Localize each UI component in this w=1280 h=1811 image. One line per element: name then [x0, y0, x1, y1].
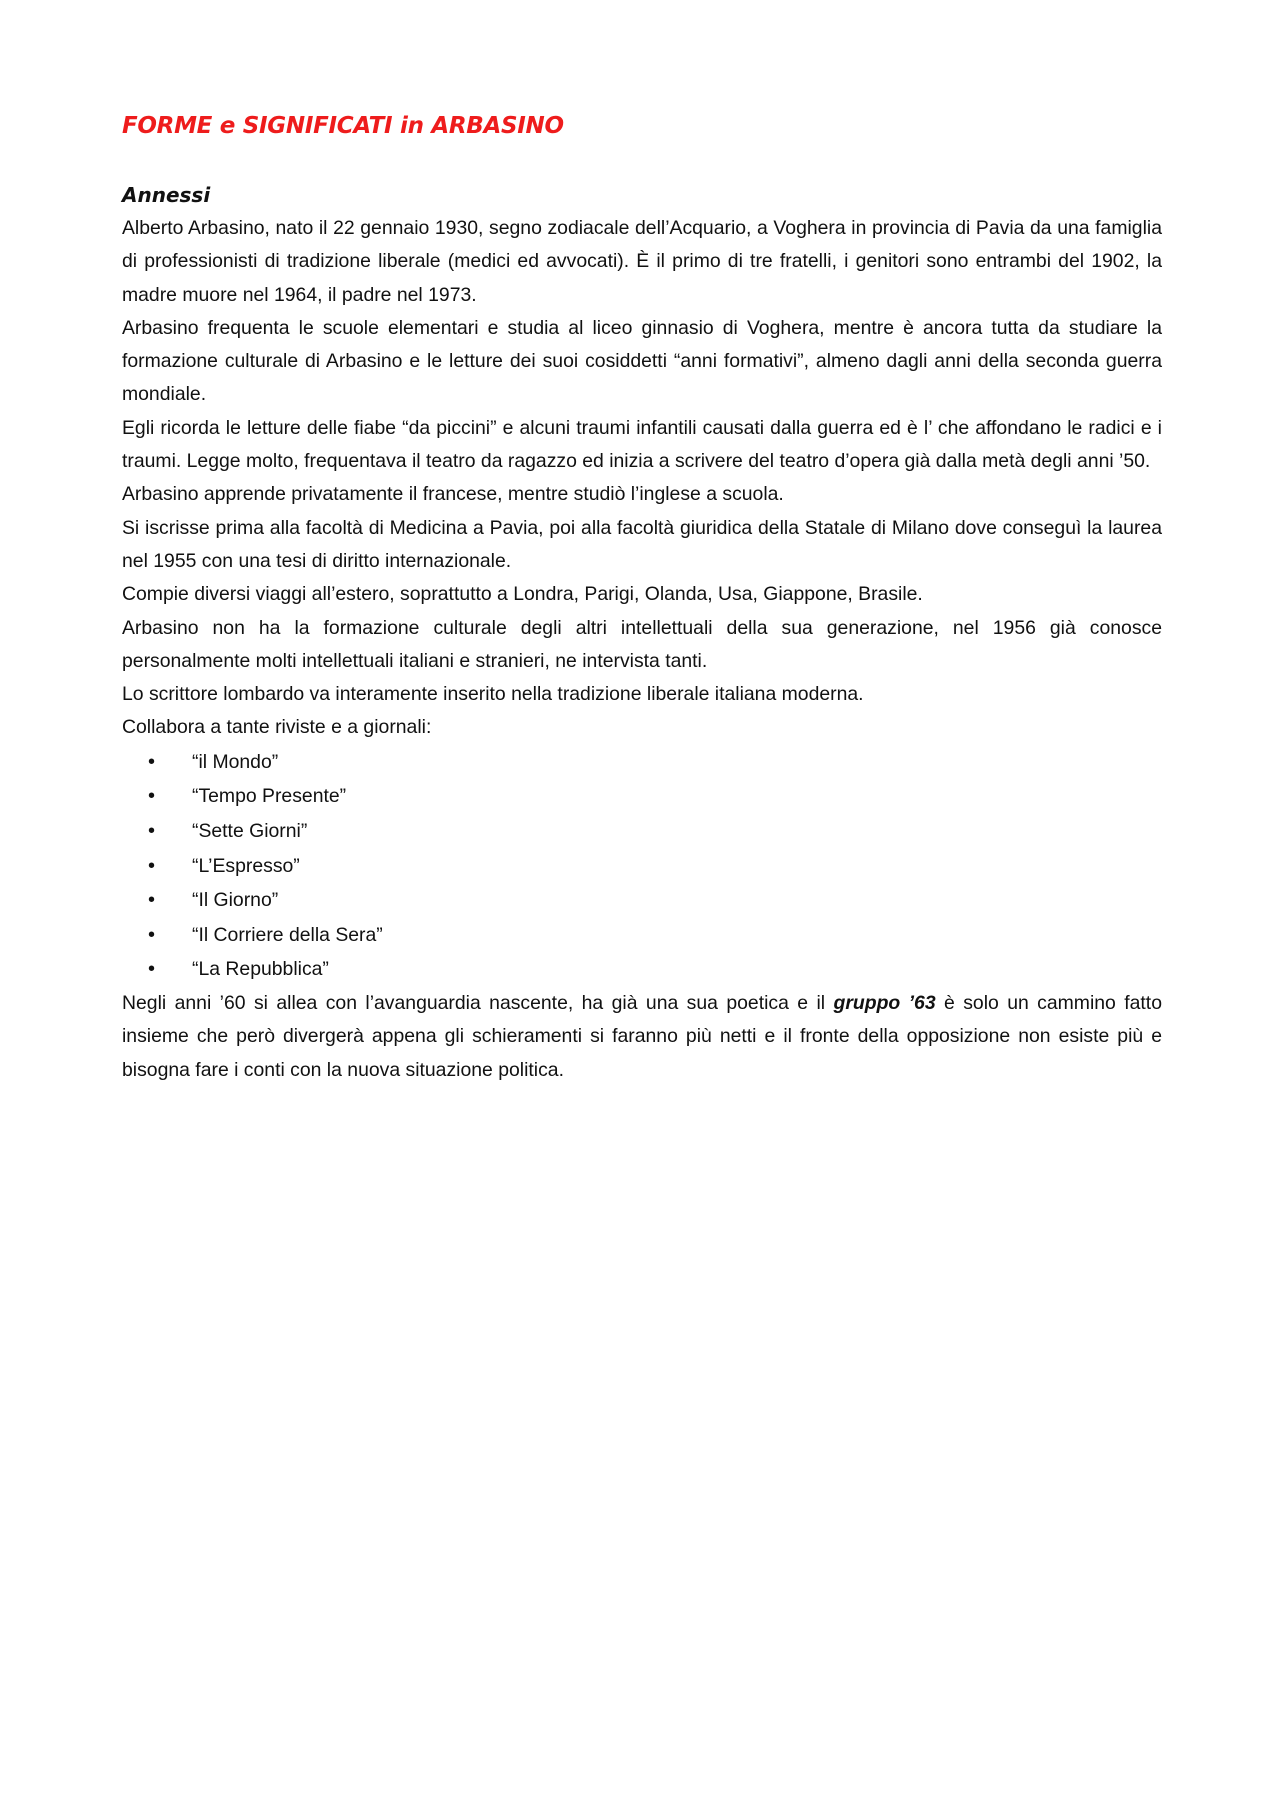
paragraph-tradition: Lo scrittore lombardo va interamente inserito nella tradizione liberale italiana moderna.	[122, 683, 864, 706]
bullet-icon: •	[148, 923, 156, 946]
list-item	[122, 814, 1162, 849]
paragraph-biography: Alberto Arbasino, nato il 22 gennaio 1930, segno zodiacale dell’Acquario, a Voghera in provincia di Pavia da una famiglia di professionisti di tradizione liberale (medici ed avvocati). È il primo di tre fratelli, i genitori sono entrambi del 1902, la madre muore nel 1964, il padre nel 1973.	[122, 217, 1162, 306]
paragraph-languages: Arbasino apprende privatamente il francese, mentre studiò l’inglese a scuola.	[122, 483, 784, 506]
list-item	[122, 849, 1162, 884]
list-item-label: “il Mondo”	[192, 750, 279, 773]
paragraph-travels: Compie diversi viaggi all’estero, soprattutto a Londra, Parigi, Olanda, Usa, Giappone, Brasile.	[122, 583, 923, 606]
list-item-label: “Il Corriere della Sera”	[192, 923, 383, 946]
list-item-label: “Tempo Presente”	[192, 785, 347, 808]
list-item	[122, 952, 1162, 987]
closing-text-after: è solo un cammino fatto insieme che però divergerà appena gli schieramenti si faranno più netti e il fronte della opposizione non esiste più e bisogna fare i conti con la nuova situazione politica.	[122, 991, 1162, 1081]
list-item	[122, 918, 1162, 953]
bullet-icon: •	[148, 958, 156, 981]
list-item-label: “Il Giorno”	[192, 889, 279, 912]
list-item-label: “La Repubblica”	[192, 958, 329, 981]
bullet-icon: •	[148, 785, 156, 808]
paragraph-avanguardia	[122, 987, 1162, 1087]
bullet-icon: •	[148, 750, 156, 773]
list-item	[122, 779, 1162, 814]
document-page	[122, 108, 1162, 1087]
paragraph-education: Arbasino frequenta le scuole elementari e studia al liceo ginnasio di Voghera, mentre è ancora tutta da studiare la formazione culturale di Arbasino e le letture dei suoi cosiddetti “anni formativi”, almeno dagli anni della seconda guerra mondiale.	[122, 316, 1162, 406]
bullet-icon: •	[148, 889, 156, 912]
paragraph-generation: Arbasino non ha la formazione culturale degli altri intellettuali della sua generazione, nel 1956 già conosce personalmente molti intellettuali italiani e stranieri, ne intervista tanti.	[122, 616, 1162, 672]
paragraph-university: Si iscrisse prima alla facoltà di Medicina a Pavia, poi alla facoltà giuridica della Statale di Milano dove conseguì la laurea nel 1955 con una tesi di diritto internazionale.	[122, 516, 1162, 572]
paragraph-collaborations-intro: Collabora a tante riviste e a giornali:	[122, 716, 432, 739]
closing-text-before: Negli anni ’60 si allea con l’avanguardia nascente, ha già una sua poetica e il	[122, 991, 834, 1014]
list-item-label: “Sette Giorni”	[192, 819, 308, 842]
bullet-icon: •	[148, 854, 156, 877]
list-item	[122, 745, 1162, 780]
list-item	[122, 883, 1162, 918]
bullet-icon: •	[148, 819, 156, 842]
newspaper-list	[122, 745, 1162, 987]
paragraph-childhood: Egli ricorda le letture delle fiabe “da piccini” e alcuni traumi infantili causati dalla guerra ed è l’ che affondano le radici e i traumi. Legge molto, frequentava il teatro da ragazzo ed inizia a scrivere del teatro d’opera già dalla metà degli anni ’50.	[122, 416, 1162, 473]
section-heading-annessi: Annessi	[122, 183, 211, 207]
document-title: FORME e SIGNIFICATI in ARBASINO	[122, 113, 564, 139]
gruppo-63-emphasis: gruppo ’63	[833, 991, 936, 1014]
list-item-label: “L’Espresso”	[192, 854, 300, 877]
